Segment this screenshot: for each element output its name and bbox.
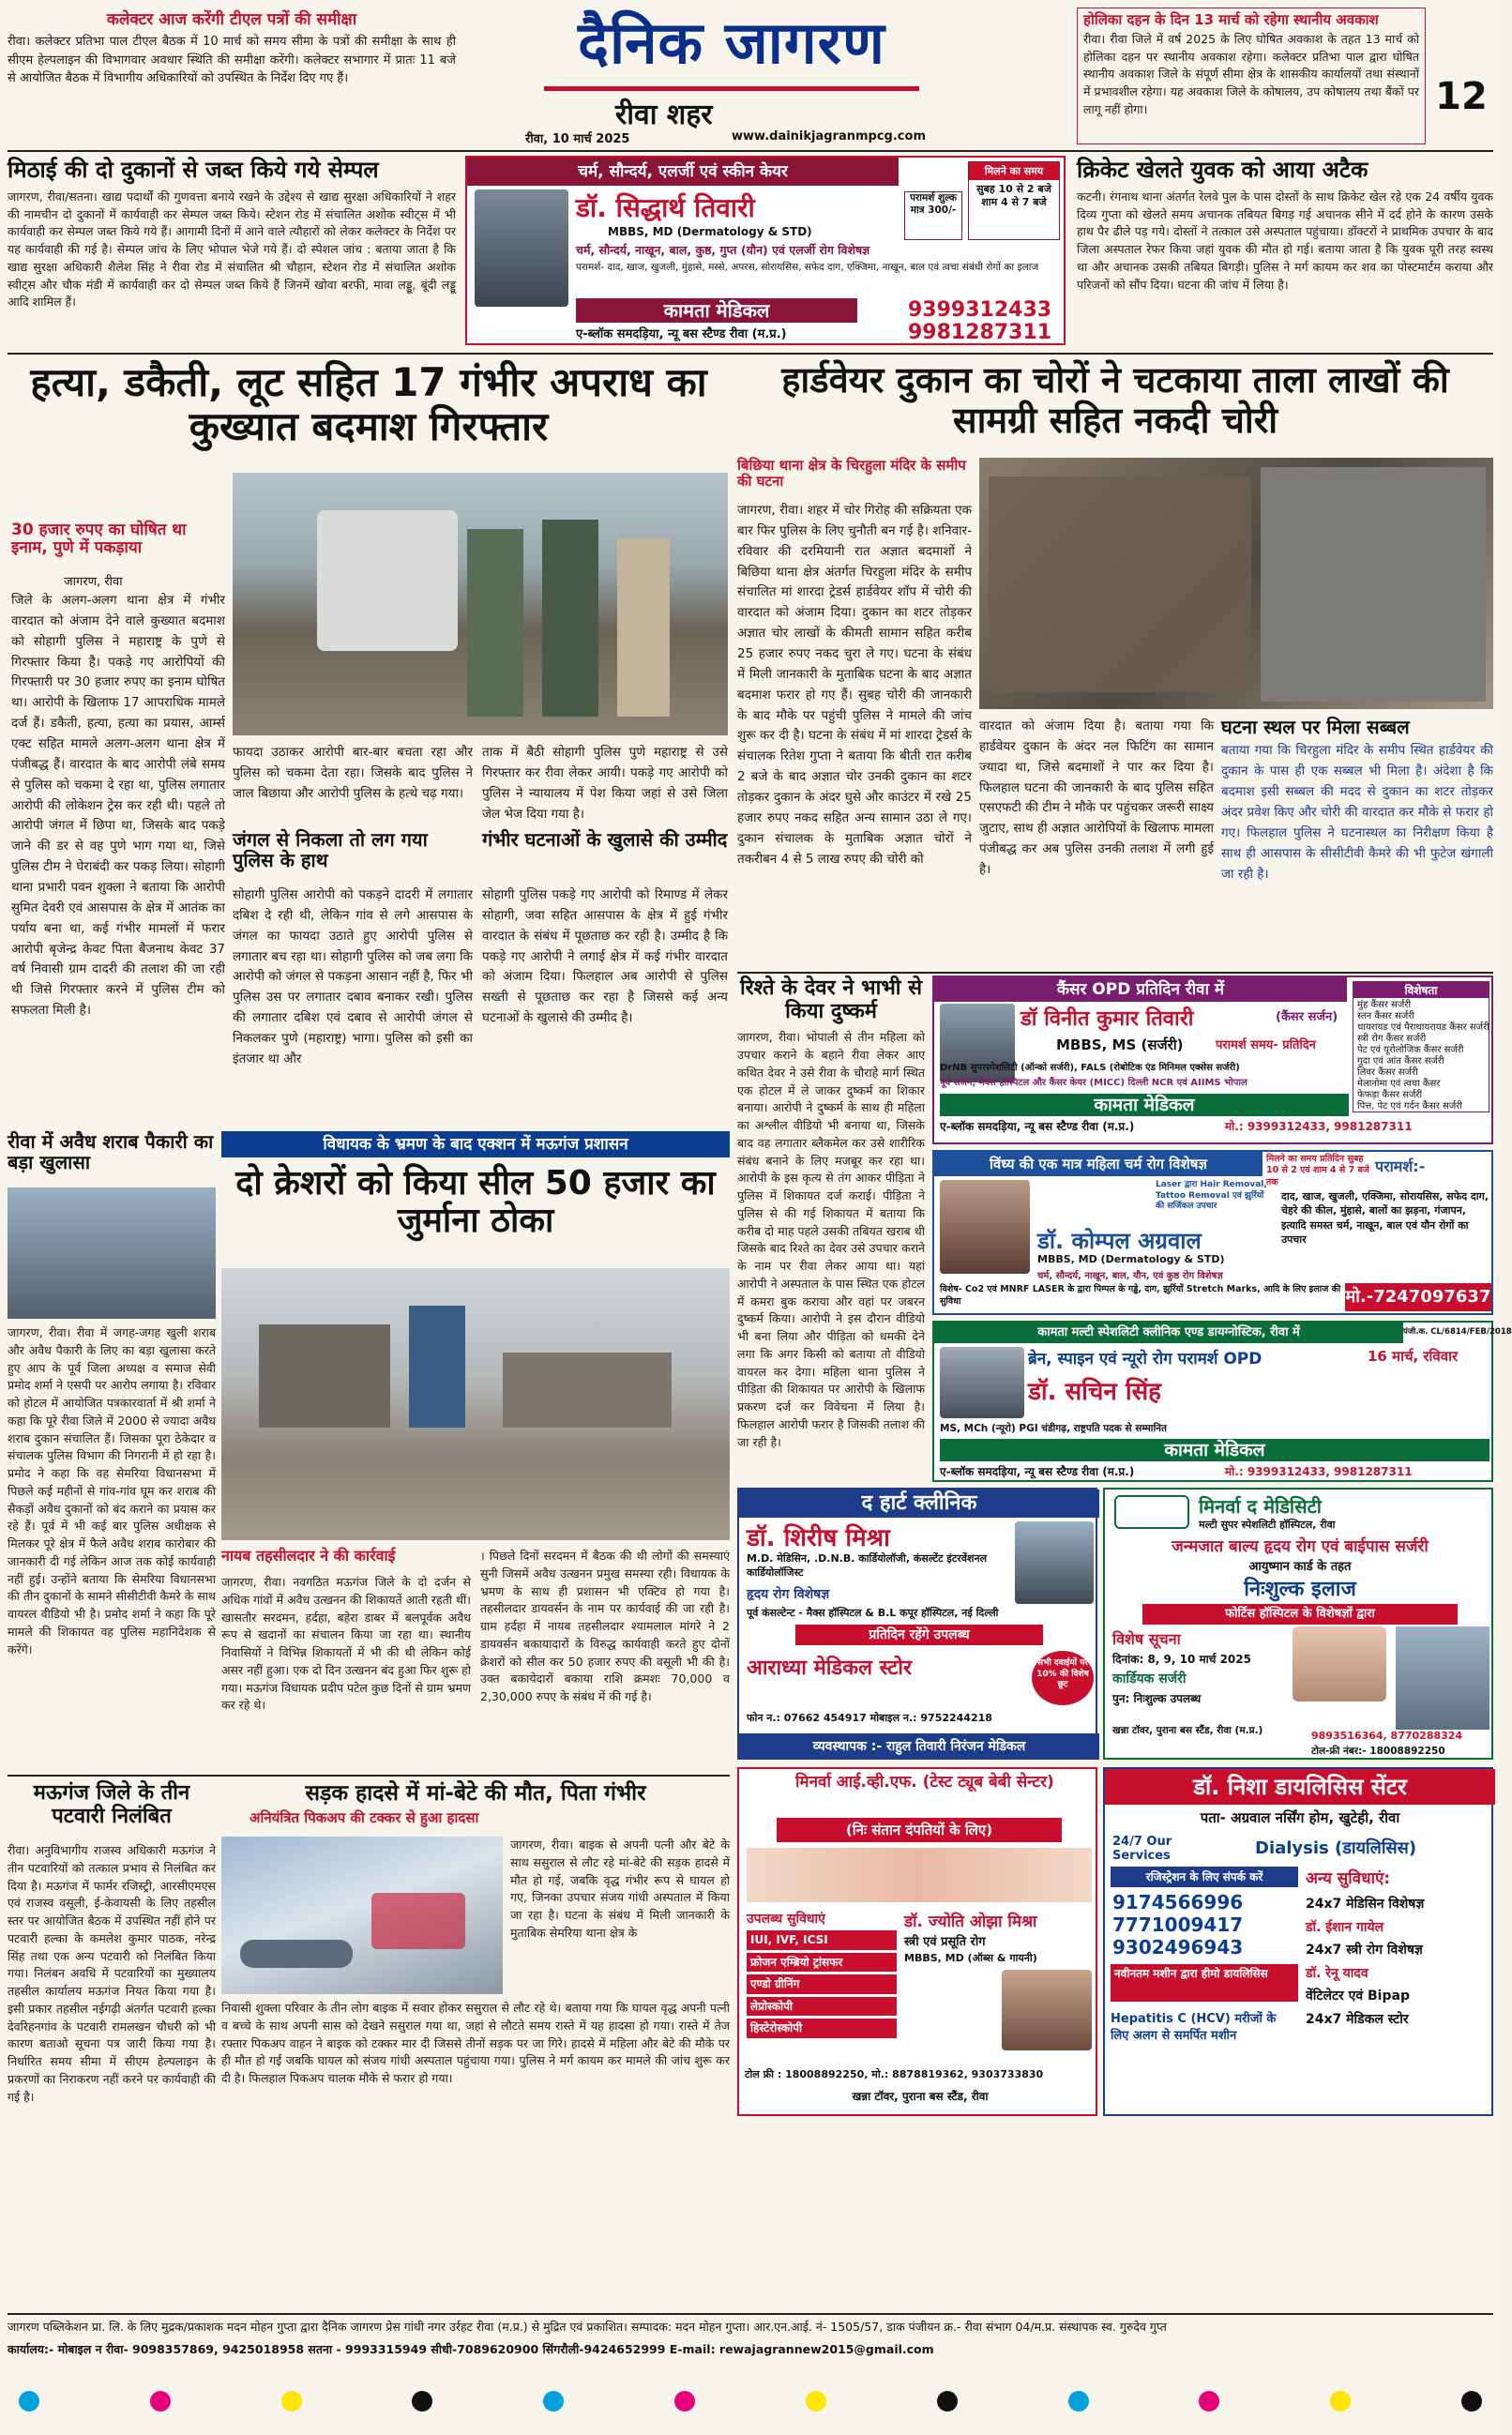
minerva-free: निःशुल्क इलाज xyxy=(1244,1578,1356,1601)
ivf-baby-photo xyxy=(747,1848,1092,1902)
heart-degree: M.D. मेडिसिन, .D.N.B. कार्डियोलॉजी, कंसल्टेंट इंटरवेंशनल कार्डियोलॉजिस्ट xyxy=(747,1552,988,1580)
rape-headline: रिश्ते के देवर ने भाभी से किया दुष्कर्म xyxy=(739,976,923,1023)
ad-neuro xyxy=(932,1321,1512,1482)
cancer-list-item: फेफड़ा कैंसर सर्जरी xyxy=(1357,1090,1423,1100)
heart-doctor-name: डॉ. शिरीष मिश्रा xyxy=(747,1524,890,1552)
dialysis-other: अन्य सुविधाएं: xyxy=(1306,1869,1391,1888)
female-skin-timing: मिलने का समय प्रतिदिन सुबह 10 से 2 एवं शाम 4 से 7 बजे तक xyxy=(1266,1154,1369,1187)
hardware-body-1: जागरण, रीवा। शहर में चोर गिरोह की सक्रियता एक बार फिर पुलिस के लिए चुनौती बन गई है। शनिवार-रविवार की दरमियानी रात अज्ञात बदमाशों ने बिछिया थाना क्षेत्र अंतर्गत चिरहुला मंदिर के समीप संचालित मां शारदा ट्रेडर्स हार्डवेयर शॉप में चोरी की वारदात को अंजाम दिया। दुकान का शटर तोड़कर अज्ञात चोर लाखों के कीमती सामान सहित करीब 25 हजार रुपए नकद चुरा ले गए। घटना के संबंध में मिली जानकारी के मुताबिक घटना के बाद अज्ञात बदमाश फरार हो गए हैं। सुबह चोरी की जानकारी के बाद मौके पर पहुंची पुलिस ने मामले की जांच शुरू कर दी है। घटना के संबंध में मां शारदा ट्रेडर्स के संचालक रितेश गुप्ता ने बताया कि बीती रात करीब 2 बजे के बाद अज्ञात चोर उनकी दुकान का शटर तोड़कर दुकान के अंदर घुसे और काउंटर में रखे 25 हजार रुपए नकद सहित अन्य सामान उठा ले गए। दुकान संचालक के मुताबिक अज्ञात चोरों ने तकरीबन 4 से 5 लाख रुपए की चोरी को xyxy=(737,503,972,867)
heart-store: आराध्या मेडिकल स्टोर xyxy=(747,1656,913,1680)
minerva-building xyxy=(1396,1626,1489,1730)
female-skin-laser: Laser द्वारा Hair Removal, Tattoo Removal एवं झुर्रियों की सर्जिकल उपचार xyxy=(1156,1180,1267,1212)
hardware-kicker: बिछिया थाना क्षेत्र के चिरहुला मंदिर के समीप की घटना xyxy=(737,457,966,490)
minerva-notice: विशेष सूचना xyxy=(1112,1630,1181,1648)
story-patwari xyxy=(8,1782,216,2307)
crime-sub-1: जंगल से निकला तो लग गया पुलिस के हाथ xyxy=(233,828,428,872)
neuro-degree: MS, MCh (न्यूरो) PGI चंडीगढ़, राष्ट्रपति पदक से सम्मानित xyxy=(940,1423,1167,1434)
reg-mark xyxy=(1199,2391,1219,2412)
cancer-timing: परामर्श समय- प्रतिदिन xyxy=(1216,1038,1316,1052)
reg-mark xyxy=(1461,2391,1482,2412)
heart-specialty: हृदय रोग विशेषज्ञ xyxy=(747,1587,830,1602)
ad-female-skin xyxy=(932,1150,1493,1315)
crime-byline: जागरण, रीवा xyxy=(64,575,123,589)
crime-photo xyxy=(233,473,728,735)
skin-phone-2: 9981287311 xyxy=(908,321,1052,344)
ivf-list-item: हिस्टेरोस्कोपी xyxy=(747,2019,897,2038)
cricket-headline: क्रिकेट खेलते युवक को आया अटैक xyxy=(1077,157,1368,183)
reg-mark xyxy=(937,2391,958,2412)
website: www.dainikjagranmpcg.com xyxy=(732,129,926,144)
newspaper-logo: दैनिक जागरण xyxy=(578,8,885,77)
skin-ad-top: चर्म, सौन्दर्य, एलर्जी एवं स्कीन केयर xyxy=(467,158,899,186)
ivf-title: मिनर्वा आई.व्ही.एफ. (टेस्ट ट्यूब बेबी सेन्टर) xyxy=(795,1773,1054,1792)
cancer-list-item: थायरायड एवं पैराथायरायड कैंसर सर्जरी xyxy=(1357,1022,1489,1033)
neuro-phone: मो.: 9399312433, 9981287311 xyxy=(1225,1465,1413,1478)
cancer-list-item: लिवर कैंसर सर्जरी xyxy=(1357,1067,1418,1078)
left-brief xyxy=(8,8,456,144)
liquor-body: जागरण, रीवा। रीवा में जगह-जगह खुली शराब और अवैध पैकारी के लिए का बड़ा खुलासा करते हुए आप के पूर्व जिला अध्यक्ष व समाज सेवी प्रमोद शर्मा ने एसपी पर आरोप लगाया है। रविवार को होटल में आयोजित पत्रकारवार्ता में श्री शर्मा ने कहा कि पूरे रीवा जिले में 2000 से ज्यादा अवैध शराब दुकान संचालित हैं। जिसका पूरा ठेकेदार व संचालक पुलिस विभाग की निगरानी में हो रहा है। प्रमोद ने कहा कि वह सेमरिया विधानसभा में पिछले कई महीनों से गांव-गांव घूम कर शराब की सैकड़ों अवैध दुकानों को बंद कराने का प्रयास कर रहे हैं। पूर्व में भी कई बार पुलिस अधीक्षक से मिलकर पूरे क्षेत्र में फैले अवैध शराब कारोबार की जानकारी दी गई लेकिन आज तक कोई कार्यवाही नहीं हुई। उन्होंने बताया कि सेमरिया विधानसभा की तीन दुकानों के सामने सीसीटीवी कैमरे के साथ वायरल वीडियो भी है। प्रमोद शर्मा ने कहा कि पूरे मामले की शिकायत वह पुलिस महानिदेशक से करेंगे। xyxy=(8,1325,216,1656)
neuro-reg: पंजी.क. CL/6814/FEB/2018 xyxy=(1403,1327,1512,1337)
story-liquor xyxy=(8,1131,216,1769)
reg-mark xyxy=(1330,2391,1351,2412)
minerva-fortis: फोर्टिस हॉस्पिटल के विशेषज्ञों द्वारा xyxy=(1142,1604,1458,1625)
crusher-photo xyxy=(221,1268,730,1540)
cancer-list-item: मुंह कैंसर सर्जरी xyxy=(1357,1000,1412,1010)
neuro-clinic: कामता मेडिकल xyxy=(940,1439,1489,1461)
ivf-list-item: फ्रोजन एम्ब्रियो ट्रांसफर xyxy=(747,1953,897,1973)
minerva-scheme: आयुष्मान कार्ड के तहत xyxy=(1248,1560,1352,1574)
masthead-logo-block xyxy=(525,8,938,146)
neuro-title: ब्रेन, स्पाइन एवं न्यूरो रोग परामर्श OPD xyxy=(1028,1350,1263,1369)
skin-degree: MBBS, MD (Dermatology & STD) xyxy=(608,225,812,238)
ivf-address: खन्ना टॉवर, पुराना बस स्टैंड, रीवा xyxy=(852,2090,989,2103)
cancer-list-item: स्त्री रोग कैंसर सर्जरी xyxy=(1357,1034,1427,1044)
neuro-doctor-name: डॉ. सचिन सिंह xyxy=(1028,1378,1161,1406)
cancer-list-item: स्तन कैंसर सर्जरी xyxy=(1357,1011,1414,1021)
ad-cancer xyxy=(932,976,1493,1144)
right-brief xyxy=(1077,8,1426,144)
reg-mark xyxy=(412,2391,432,2412)
ivf-list-item: लेप्रोस्कोपी xyxy=(747,1997,897,2017)
crime-kicker: 30 हजार रुपए का घोषित था इनाम, पुणे में पकड़ाया xyxy=(11,521,187,558)
reg-mark xyxy=(806,2391,826,2412)
reg-mark xyxy=(674,2391,695,2412)
reg-mark xyxy=(150,2391,171,2412)
cricket-body: कटनी। रंगनाथ थाना अंतर्गत रेलवे पुल के पास दोस्तों के साथ क्रिकेट खेल रहे एक 24 वर्षीय युवक दिव्य गुप्ता को खेलते समय अचानक तबियत बिगड़ गई अचानक सीने में दर्द होने के कारण उसके हाथ पैर ढीले पड़ गये। दोस्तों ने तत्काल उसे अस्पताल पहुंचाया। डॉक्टरों ने प्राथमिक उपचार के बाद जिला अस्पताल रेफर किया जहां युवक की मौत हो गई। बताया जाता है कि युवक पूरी तरह स्वस्थ था और अचानक उसकी तबियत बिगड़ी। पुलिस ने मर्ग कायम कर शव का पोस्टमार्टम कराया और परिजनों को सौंप दिया। घटना की जांच में लिया है। xyxy=(1077,189,1493,292)
cancer-role: (कैंसर सर्जन) xyxy=(1276,1010,1338,1024)
ivf-doctor-name: डॉ. ज्योति ओझा मिश्रा xyxy=(904,1913,1037,1931)
dialysis-contact: रजिस्ट्रेशन के लिए संपर्क करें xyxy=(1111,1867,1298,1887)
crusher-body-2: । पिछले दिनों सरदमन में बैठक की थी लोगों की समस्याएं सुनी जिसमें अवैध उत्खनन प्रमुख समस्या रही। विधायक के भ्रमण के साथ ही प्रशासन भी एक्टिव हो गया है। तहसीलदार डायवर्सन के नाम पर कार्यवाई की जा रही है। ग्राम हर्दहा में नायब तहसीलदार श्यामलाल मांगरे ने 2 डायवर्सन बकायादारों के विरुद्ध कार्यवाही करते हुए दोनों क्रेशरों को सील कर 50 हजार रुपए की वसूली भी की है। उक्त बकायेदारों बकाया राशि क्रमशः 70,000 व 2,30,000 रुपए के संबंध में की गई है। xyxy=(480,1549,730,1703)
dialysis-hep: Hepatitis C (HCV) मरीजों के लिए अलग से समर्पित मशीन xyxy=(1111,2012,1277,2044)
dialysis-address: पता- अग्रवाल नर्सिंग होम, खुटेही, रीवा xyxy=(1200,1809,1400,1826)
cancer-drnb: DrNB सुपरस्पेशलिटी (ऑन्को सर्जरी), FALS (रोबोटिक एंड मिनिमल एक्सेस सर्जरी) xyxy=(940,1063,1240,1073)
ivf-list-item: एण्डो ग्रीनिंग xyxy=(747,1974,897,1994)
neuro-address: ए-ब्लॉक समदड़िया, न्यू बस स्टैण्ड रीवा (म.प्र.) xyxy=(940,1465,1135,1478)
hardware-sidebar-title: घटना स्थल पर मिला सब्बल xyxy=(1221,716,1410,738)
hardware-body-2: वारदात को अंजाम दिया है। बताया गया कि हार्डवेयर दुकान के अंदर नल फिटिंग का सामान ज्यादा था, जिसे बदमाशों ने पार कर दिया है। फिलहाल घटना की जानकारी के बाद पुलिस सहित एसएफटी की टीम ने मौके पर पहुंचकर जरूरी साक्ष्य जुटाए, साथ ही अज्ञात आरोपियों के खिलाफ मामला पंजीबद्ध कर अब पुलिस उनकी तलाश में लगी हुई है। xyxy=(979,718,1214,878)
neuro-top: कामता मल्टी स्पेशलिटी क्लीनिक एण्ड डायग्नोस्टिक, रीवा में xyxy=(934,1323,1403,1343)
date-line: रीवा, 10 मार्च 2025 xyxy=(525,132,630,146)
right-brief-title: होलिका दहन के दिन 13 मार्च को रहेगा स्थानीय अवकाश xyxy=(1083,11,1379,28)
skin-doctor-photo xyxy=(475,189,568,307)
ivf-list-item: IUI, IVF, ICSI xyxy=(747,1930,897,1950)
minerva-baby-photo xyxy=(1293,1626,1386,1701)
right-brief-body: रीवा। रीवा जिले में वर्ष 2025 के लिए घोषित अवकाश के तहत 13 मार्च को होलिका दहन पर स्थानीय अवकाश रहेगा। कलेक्टर प्रतिभा पाल द्वारा घोषित स्थानीय अवकाश जिले के संपूर्ण सीमा क्षेत्र के शासकीय कार्यालयों तथा संस्थानों में प्रभावशील रहेगा। यह अवकाश जिले के कोषालय, उप कोषालय तथा बैंकों पर लागू नहीं होगा। xyxy=(1083,31,1419,116)
hardware-sidebar-body: बताया गया कि चिरहुला मंदिर के समीप स्थित हार्डवेयर की दुकान के पास ही एक सब्बल भी मिला है। अंदेशा है कि बदमाश इसी सब्बल की मदद से दुकान का शटर तोड़कर अंदर प्रवेश किए और चोरी की वारदात कर मौके से फरार हो गए। फिलहाल पुलिस ने घटनास्थल का निरीक्षण किया है साथ ही आसपास के सीसीटीवी कैमरे की भी फुटेज खंगाली जा रही है। xyxy=(1221,743,1493,882)
hardware-photo xyxy=(979,458,1493,709)
cancer-phone: मो.: 9399312433, 9981287311 xyxy=(1225,1120,1413,1133)
heart-daily: प्रतिदिन रहेंगे उपलब्ध xyxy=(795,1625,1043,1645)
sample-headline: मिठाई की दो दुकानों से जब्त किये गये सेम्पल xyxy=(8,157,379,183)
reg-mark xyxy=(543,2391,564,2412)
ad-heart xyxy=(737,1488,1097,1760)
female-skin-top: विंध्य की एक मात्र महिला चर्म रोग विशेषज्ञ xyxy=(934,1152,1263,1176)
dialysis-service: वेंटिलेटर एवं Bipap xyxy=(1306,1989,1410,2004)
ad-dialysis xyxy=(1103,1767,1493,2116)
dialysis-phone: 7771009417 xyxy=(1112,1913,1244,1936)
minerva-dates: दिनांक: 8, 9, 10 मार्च 2025 xyxy=(1112,1653,1251,1666)
ivf-list xyxy=(747,1930,897,2041)
dialysis-service: डॉ. ईशान गायेल xyxy=(1306,1919,1384,1935)
ivf-sub: (निः संतान दंपतियों के लिए) xyxy=(777,1818,1062,1842)
crime-body-1: जिले के अलग-अलग थाना क्षेत्र में गंभीर वारदात को अंजाम देने वाले कुख्यात बदमाश को सोहागी पुलिस ने महाराष्ट्र के पुणे से गिरफ्तार किया है। पकड़े गए आरोपियों की गिरफ्तारी पर 30 हजार रुपए का इनाम घोषित था। आरोपी के खिलाफ 17 आपराधिक मामले दर्ज हैं। डकैती, हत्या, हत्या का प्रयास, आर्म्स एक्ट सहित मामले अलग-अलग थाना क्षेत्र में पंजीबद्ध हैं। वारदात के बाद आरोपी लंबे समय से पुलिस को चकमा दे रहा था, पुलिस लगातार आरोपी की लोकेशन ट्रेस कर रही थी। पहले तो आरोपी जंगल में छिपा था, जिसके बाद पकड़े जाने की डर से वह पुणे भाग गया था, जिसे पुलिस टीम ने घेराबंदी कर पकड़ लिया। सोहागी थाना प्रभारी पवन शुक्ला ने बताया कि आरोपी सुमित देवरी एवं आसपास के क्षेत्र में आतंक का पर्याय बना था, कई गंभीर मामलों में फरार आरोपी बृजेन्द्र केवट पिता बैजनाथ केवट 37 वर्ष निवासी ग्राम दादरी की तलाश की जा रही थी जिसे गिरफ्तार करने में पुलिस टीम को सफलता मिली है। xyxy=(11,593,225,1019)
liquor-headline: रीवा में अवैध शराब पैकारी का बड़ा खुलासा xyxy=(8,1130,214,1174)
minerva-address: खन्ना टॉवर, पुराना बस स्टैंड, रीवा (म.प्र.) xyxy=(1112,1725,1263,1736)
story-crime xyxy=(8,360,730,1120)
skin-clinic: कामता मेडिकल xyxy=(576,298,857,323)
dialysis-title: डॉ. निशा डायलिसिस सेंटर xyxy=(1105,1769,1495,1805)
female-skin-specialty: चर्म, सौन्दर्य, नाखून, बाल, यौन, एवं कुष्ठ रोग विशेषज्ञ xyxy=(1037,1271,1223,1281)
skin-fee: परामर्श शुल्क मात्र 300/- xyxy=(904,191,962,240)
page-number: 12 xyxy=(1435,75,1488,118)
accident-body-2: निवासी शुक्ला परिवार के तीन लोग बाइक में सवार होकर ससुराल से लौट रहे थे। बताया गया कि घायल वृद्ध अपनी पत्नी व बच्चे के साथ अपनी सास को देखने ससुराल गया था, जहां से लौटते समय रास्ते में यह हादसा हो गया। रास्ते में तेज रफ्तार पिकअप वाहन ने बाइक को टक्कर मार दी जिससे तीनों सड़क पर जा गिरे। हादसे में महिला और बेटे की मौके पर ही मौत हो गई जबकि घायल को संजय गांधी अस्पताल पहुंचाया गया। पुलिस ने मर्ग कायम कर मामले की जांच शुरू कर दी है। फिलहाल पिकअप चालक मौके से फरार हो गया। xyxy=(221,2001,730,2085)
heart-discount: सभी दवाईयों पर 10% की विशेष छूट xyxy=(1032,1651,1094,1705)
dialysis-phone: 9302496943 xyxy=(1112,1936,1244,1959)
crusher-headline: दो क्रेशरों को किया सील 50 हजार का जुर्माना ठोका xyxy=(235,1164,716,1241)
cancer-address: ए-ब्लॉक समदड़िया, न्यू बस स्टैण्ड रीवा (म.प्र.) xyxy=(940,1120,1135,1133)
story-cricket xyxy=(1077,158,1493,345)
minerva-headline: जन्मजात बाल्य हृदय रोग एवं बाईपास सर्जरी xyxy=(1172,1537,1429,1556)
reg-mark xyxy=(281,2391,302,2412)
minerva-reg: पुन: निःशुल्क उपलब्ध xyxy=(1112,1692,1202,1705)
female-skin-consult-title: परामर्श:- xyxy=(1375,1157,1426,1175)
dialysis-badge: 24/7 Our Services xyxy=(1112,1835,1172,1863)
footer-contacts: कार्यालय:- मोबाइल न रीवा- 9098357869, 9425018958 सतना - 9993315949 सीधी-7089620900 सिंगरौली-9424652999 E-mail: rewajagrannew2015@gmail.com xyxy=(8,2342,934,2356)
left-brief-body: रीवा। कलेक्टर प्रतिभा पाल टीएल बैठक में 10 मार्च को समय सीमा के पत्रों की समीक्षा के साथ ही सीएम हेल्पलाइन की विभागवार अवधार स्थिति की समीक्षा करेंगी। कलेक्टर सभागार में प्रातः 11 बजे से आयोजित बैठक में विभागीय अधिकारियों को उपस्थित के निर्देश दिए गए हैं। xyxy=(8,35,456,86)
ivf-tollfree: टोल फ्री : 18008892250, मो.: 8878819362, 9303733830 xyxy=(745,2068,1044,2080)
skin-timing-title: मिलने का समय xyxy=(969,162,1059,180)
skin-address: ए-ब्लॉक समदड़िया, न्यू बस स्टैण्ड रीवा (म.प्र.) xyxy=(576,327,787,341)
cancer-doctor-name: डॉ विनीत कुमार तिवारी xyxy=(1021,1007,1194,1031)
skin-specialty: चर्म, सौन्दर्य, नाखून, बाल, कुष्ठ, गुप्त (यौन) एवं एलर्जी रोग विशेषज्ञ xyxy=(576,243,870,257)
cancer-list-item: पेट एवं यूरोलोजिक कैंसर सर्जरी xyxy=(1357,1045,1464,1055)
story-accident xyxy=(221,1782,730,2307)
cancer-list-box xyxy=(1353,981,1489,1112)
ivf-degree: MBBS, MD (ऑब्स & गायनी) xyxy=(904,1952,1037,1964)
female-skin-consult: दाद, खाज, खुजली, एक्जिमा, सोरायसिस, सफेद दाग, चेहरे की कील, मुंहासे, बालों का झड़ना, गंजापन, इत्यादि समस्त चर्म, नाखून, बाल एवं यौन रोगों का उपचार xyxy=(1281,1190,1489,1247)
female-skin-phone: मो.-7247097637 xyxy=(1345,1283,1491,1311)
heart-top: द हार्ट क्लीनिक xyxy=(739,1490,1099,1518)
hardware-sidebar xyxy=(1221,717,1493,966)
skin-doctor-name: डॉ. सिद्धार्थ तिवारी xyxy=(576,192,755,223)
accident-kicker: अनियंत्रित पिकअप की टक्कर से हुआ हादसा xyxy=(249,1809,479,1826)
minerva-logo-icon xyxy=(1114,1495,1189,1529)
accident-headline: सड़क हादसे में मां-बेटे की मौत, पिता गंभीर xyxy=(305,1781,646,1806)
reg-mark xyxy=(1068,2391,1089,2412)
cancer-top: कैंसर OPD प्रतिदिन रीवा में xyxy=(934,977,1347,1002)
rape-body: जागरण, रीवा। भोपाली से तीन महिला को उपचार कराने के बहाने रीवा लेकर आए कथित देवर ने उसे रीवा के चौराहे मार्ग स्थित एक होटल में ले जाकर दुष्कर्म का शिकार बनाया। आरोपी ने दुष्कर्म के साथ ही महिला का अश्लील वीडियो भी बनाया था, जिसके बाद वह लगातार ब्लैकमेल कर उसे शारीरिक संबंध बनाने के लिए मजबूर कर रहा था। आरोपी के इस कृत्य से तंग आकर पीड़िता ने पुलिस में शिकायत दर्ज कराई। पीड़िता ने पुलिस से की गई शिकायत में बताया कि करीब दो माह पहले उसकी तबियत खराब थी जिसके बाद रिश्ते का देवर उसे उपचार कराने के नाम पर रीवा लेकर आया था। यहां आरोपी ने अस्पताल के पास स्थित एक होटल में कमरा बुक कराया और वहां पर जबरन दुष्कर्म किया। आरोपी ने इस दौरान वीडियो भी बना लिया और पीड़िता को धमकी देने लगा कि अगर किसी को बताया तो वीडियो वायरल कर देगा। महिला थाना पुलिस ने पीड़िता की शिकायत पर आरोपी के खिलाफ प्रकरण दर्ज कर विवेचना में लिया है। फिलहाल आरोपी फरार है जिसकी तलाश की जा रही है। xyxy=(737,1030,925,1449)
patwari-headline: मऊगंज जिले के तीन पटवारी निलंबित xyxy=(33,1781,190,1828)
minerva-phone: 9893516364, 8770288324 xyxy=(1311,1730,1463,1742)
dialysis-service: 24x7 स्त्री रोग विशेषज्ञ xyxy=(1306,1943,1423,1958)
dialysis-service: 24x7 मेडिसिन विशेषज्ञ xyxy=(1306,1897,1425,1912)
liquor-photo xyxy=(8,1187,216,1319)
ivf-facilities: उपलब्ध सुविधाएं xyxy=(747,1912,825,1927)
footer-imprint: जागरण पब्लिकेशन प्रा. लि. के लिए मुद्रक/प्रकाशक मदन मोहन गुप्ता द्वारा दैनिक जागरण प्रेस गांधी नगर उर्रहट रीवा (म.प्र.) से मुद्रित एवं प्रकाशित। सम्पादक: मदन मोहन गुप्ता। आर.एन.आई. नं- 1505/57, डाक पंजीयन क्र.- रीवा संभाग 04/म.प्र. संस्थापक स्व. गुरुदेव गुप्त xyxy=(8,2320,1167,2334)
neuro-doctor-photo xyxy=(940,1347,1024,1418)
cancer-list-title: विशेषता xyxy=(1353,982,1489,998)
cancer-clinic: कामता मेडिकल xyxy=(940,1094,1349,1116)
minerva-camp: कार्डियक सर्जरी xyxy=(1112,1671,1187,1686)
female-skin-doctor-name: डॉ. कोम्पल अग्रवाल xyxy=(1037,1228,1202,1254)
heart-owner: व्यवस्थापक :- राहुल तिवारी निरंजन मेडिकल xyxy=(739,1733,1099,1760)
minerva-sub: मल्टी सुपर स्पेशलिटी हॉस्पिटल, रीवा xyxy=(1199,1519,1336,1531)
accident-photo xyxy=(221,1837,503,1994)
dialysis-service: डॉ. रेनू यादव xyxy=(1306,1965,1368,1981)
skin-timing-box xyxy=(968,161,1060,240)
ivf-doctor-photo xyxy=(1002,1970,1092,2050)
ad-ivf xyxy=(737,1767,1097,2116)
crime-body-5: सोहागी पुलिस पकड़े गए आरोपी को रिमाण्ड में लेकर सोहागी, जवा सहित आसपास के क्षेत्र में हुई गंभीर वारदात के संबंध में पूछताछ कर रही है। उम्मीद है कि पकड़े गए आरोपी ने लगाई क्षेत्र में कई गंभीर वारदात को अंजाम दिया। फिलहाल अब आरोपी से पुलिस सख्ती से पूछताछ कर रहा है जिससे कई अन्य घटनाओं के खुलासे की उम्मीद है। xyxy=(482,887,728,1026)
cancer-exp: पूर्व सर्जन, मैक्स हॉस्पिटल और कैंसर केयर (MICC) दिल्ली NCR एवं AIIMS भोपाल xyxy=(940,1078,1247,1088)
heart-doctor-photo xyxy=(1015,1521,1094,1604)
crime-body-4: ताक में बैठी सोहागी पुलिस पुणे महाराष्ट्र से उसे गिरफ्तार कर रीवा लेकर आयी। पकड़े गए आरोपी को पुलिस ने न्यायालय में पेश किया जहां से उसे जिला जेल भेज दिया गया है। xyxy=(482,745,728,822)
ad-minerva xyxy=(1103,1488,1493,1760)
story-hardware xyxy=(737,360,1493,968)
ivf-role: स्त्री एवं प्रसूति रोग xyxy=(904,1935,986,1949)
minerva-title: मिनर्वा द मेडिसिटी xyxy=(1199,1495,1322,1518)
ad-skin-care xyxy=(465,156,1066,345)
crusher-body-1: जागरण, रीवा। नवगठित मऊगंज जिले के दो दर्जन से अधिक गांवों में अवैध उत्खनन की शिकायतें आती रहती थीं। खासतौर सरदमन, हर्दहा, बहेरा डाबर में बलपूर्वक अवैध रूप से खदानों का संचालन किया जा रहा था। स्थानीय निवासियों ने विभिन्न शिकायतों में भी की थी लेकिन कोई असर नहीं हुआ। एक दो दिन उत्खनन बंद हुआ फिर शुरू हो गया। मऊगंज विधायक प्रदीप पटेल कुछ दिनों से ग्राम भ्रमण कर रहे थे। xyxy=(221,1575,471,1713)
cancer-list-item: गुदा एवं आंत कैंसर सर्जरी xyxy=(1357,1056,1444,1066)
registration-marks xyxy=(19,2382,1482,2420)
female-skin-note: विशेष- Co2 एवं MNRF LASER के द्वारा पिम्पल के गड्ढे, दाग, झुर्रियों Stretch Marks, आदि के लिए इलाज की सुविधा xyxy=(940,1284,1341,1308)
cancer-degree: MBBS, MS (सर्जरी) xyxy=(1056,1036,1184,1053)
skin-timing-body: सुबह 10 से 2 बजे शाम 4 से 7 बजे xyxy=(976,183,1051,209)
left-brief-title: कलेक्टर आज करेंगी टीएल पत्रों की समीक्षा xyxy=(106,10,357,29)
cancer-list xyxy=(1353,998,1489,1114)
crime-body-3: सोहागी पुलिस आरोपी को पकड़ने दादरी में लगातार दबिश दे रही थी, लेकिन गांव से लगे आसपास के जंगल का फायदा उठाते हुए आरोपी पुलिस से लगातार बच रहा था। सोहागी पुलिस को जब लगा कि आरोपी को जंगल से पकड़ना आसान नहीं है, फिर भी पुलिस उस पर लगातार दबाव बनाकर रखी। पुलिस की लगातार दबिश एवं दबाव से आरोपी जंगल से निकलकर पुणे (महाराष्ट्र) भागा। पुलिस को इसी का इंतजार था और xyxy=(233,887,473,1066)
city-name: रीवा शहर xyxy=(615,98,713,131)
reg-mark xyxy=(19,2391,39,2412)
patwari-body: रीवा। अनुविभागीय राजस्व अधिकारी मऊगंज ने तीन पटवारियों को तत्काल प्रभाव से निलंबित कर दिया है। मऊगंज में फार्मर रजिस्ट्री, आरसीएमएस एवं राजस्व वसूली, ई-केवायसी के लिए तहसील स्तर पर आयोजित बैठक में उपस्थित नहीं होने पर पटवारी हल्का के कमलेश कुमार पाठक, नरेन्द्र सिंह तथा एक अन्य पटवारी को निलंबित किया गया। निलंबन अवधि में पटवारियों का मुख्यालय तहसील कार्यालय मऊगंज नियत किया गया है। इसी प्रकार तहसील नईगढ़ी अंतर्गत पटवारी हल्का देवरिहनगांव के पटवारी रामलखन चौधरी को भी कारण बताओ सूचना पत्र जारी किया गया है। निर्धारित समय सीमा में सीएम हेल्पलाइन के प्रकरणों का निराकरण नहीं करने पर कार्यवाही की गई है। xyxy=(8,1843,216,2104)
crime-sub-2: गंभीर घटनाओं के खुलासे की उम्मीद xyxy=(482,828,728,851)
neuro-date: 16 मार्च, रविवार xyxy=(1368,1348,1459,1365)
story-sample xyxy=(8,158,456,345)
sample-body: जागरण, रीवा/सतना। खाद्य पदार्थों की गुणवत्ता बनाये रखने के उद्देश्य से खाद्य सुरक्षा अधिकारियों ने शहर की नामचीन दो दुकानों में कार्यवाही कर सेम्पल जब्त किये। स्टेशन रोड में संचालित अशोक स्वीट्स में भी कार्यवाही कर सेम्पल जब्त किये गये हैं। आगामी दिनों में आने वाले त्यौहारों को लेकर कलेक्टर के निर्देश पर यह कार्यवाही की गई है। सेम्पल जांच के लिए भोपाल भेजे गये हैं। दो स्पेशल जांच : बताया जाता है कि खाद्य सुरक्षा अधिकारी शैलेश सिंह ने रीवा रोड में संचालित श्री चौहान, स्टेशन रोड में संचालित अशोक स्वीट्स और चौक मंडी में कार्यवाही कर दो सेम्पल जब्त किये हैं जिनमें खोवा बरफी, मावा लड्डू, बूंदी लड्डू आदि शामिल हैं। xyxy=(8,189,456,310)
dialysis-services xyxy=(1306,1893,1489,2031)
dialysis-machine: नवीनतम मशीन द्वारा हीमो डायलिसिस xyxy=(1111,1964,1298,2002)
crime-headline: हत्या, डकैती, लूट सहित 17 गंभीर अपराध का कुख्यात बदमाश गिरफ्तार xyxy=(30,359,707,450)
female-skin-degree: MBBS, MD (Dermatology & STD) xyxy=(1037,1253,1225,1265)
dialysis-service: 24x7 मेडिकल स्टोर xyxy=(1306,2011,1409,2027)
dialysis-phone: 9174566996 xyxy=(1112,1891,1244,1913)
female-skin-doctor-photo xyxy=(940,1180,1030,1274)
hardware-headline: हार्डवेयर दुकान का चोरों ने चटकाया ताला लाखों की सामग्री सहित नकदी चोरी xyxy=(781,359,1449,441)
cancer-list-item: मेलानोमा एवं त्वचा कैंसर xyxy=(1357,1079,1441,1089)
skin-phone-1: 9399312433 xyxy=(908,298,1052,322)
crime-body-2: फायदा उठाकर आरोपी बार-बार बचता रहा और पुलिस को चकमा देता रहा। जिसके बाद पुलिस ने जाल बिछाया और आरोपी पुलिस के हत्थे चढ़ गया। xyxy=(233,745,473,801)
heart-exp: पूर्व कंसल्टेन्ट - मैक्स हॉस्पिटल & B.L कपूर हॉस्पिटल, नई दिल्ली xyxy=(747,1607,999,1619)
skin-consult: परामर्श- दाद, खाज, खुजली, मुंहासे, मस्से, अपरस, सोरायसिस, सफेद दाग, एक्जिमा, नाखून, बाल एवं त्वचा संबंधी रोगों का इलाज xyxy=(576,262,1039,273)
crusher-photo-caption: नायब तहसीलदार ने की कार्रवाई xyxy=(221,1547,396,1565)
minerva-tollfree: टोल-फ्री नंबर:- 18008892250 xyxy=(1311,1746,1445,1757)
dialysis-label: Dialysis (डायलिसिस) xyxy=(1255,1838,1417,1858)
logo-underline xyxy=(544,86,919,91)
crusher-kicker: विधायक के भ्रमण के बाद एक्शन में मऊगंज प्रशासन xyxy=(221,1131,730,1157)
accident-body-1: जागरण, रीवा। बाइक से अपनी पत्नी और बेटे के साथ ससुराल से लौट रहे मां-बेटे की सड़क हादसे में मौत हो गई, जबकि वृद्ध गंभीर रूप से घायल हो गए, जिनका उपचार संजय गांधी अस्पताल में किया जा रहा है। घटना के संबंध में मिली जानकारी के मुताबिक सेमरिया थाना क्षेत्र के xyxy=(510,1838,730,1940)
heart-phone: फोन न.: 07662 454917 मोबाइल न.: 9752244218 xyxy=(747,1712,992,1724)
story-crusher xyxy=(221,1131,730,1769)
cancer-list-item: पित्त, पेट एवं गर्दन कैंसर सर्जरी xyxy=(1357,1101,1462,1112)
